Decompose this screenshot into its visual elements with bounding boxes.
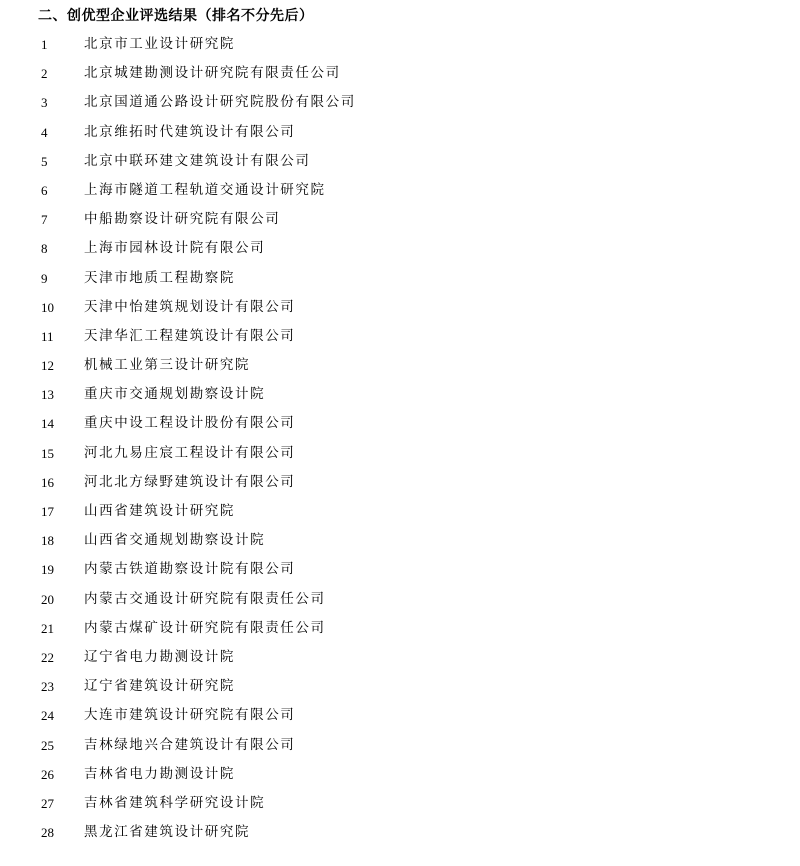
entry-number: 25 [41, 737, 54, 753]
entry-number: 16 [41, 474, 54, 490]
list-item [0, 293, 800, 322]
entry-company-name: 重庆市交通规划勘察设计院 [84, 386, 266, 403]
list-item [0, 380, 800, 409]
entry-number: 4 [41, 124, 48, 140]
entry-company-name: 黑龙江省建筑设计研究院 [84, 824, 251, 841]
entry-company-name: 北京城建勘测设计研究院有限责任公司 [84, 65, 341, 82]
list-item [0, 322, 800, 351]
entry-list [0, 30, 800, 847]
list-item [0, 264, 800, 293]
list-item [0, 118, 800, 147]
list-item [0, 643, 800, 672]
entry-number: 5 [41, 153, 48, 169]
entry-company-name: 大连市建筑设计研究院有限公司 [84, 707, 296, 724]
list-item [0, 614, 800, 643]
entry-company-name: 北京市工业设计研究院 [84, 36, 235, 52]
entry-number: 10 [41, 299, 54, 315]
list-item [0, 59, 800, 88]
entry-number: 15 [41, 445, 54, 461]
entry-company-name: 河北北方绿野建筑设计有限公司 [84, 473, 296, 490]
entry-company-name: 天津市地质工程勘察院 [84, 269, 235, 286]
list-item [0, 439, 800, 468]
entry-company-name: 吉林省建筑科学研究设计院 [84, 794, 266, 811]
entry-company-name: 吉林省电力勘测设计院 [84, 765, 235, 782]
list-item [0, 672, 800, 701]
entry-company-name: 机械工业第三设计研究院 [84, 357, 251, 374]
entry-company-name: 内蒙古交通设计研究院有限责任公司 [84, 590, 326, 607]
entry-number: 9 [41, 270, 48, 286]
list-item [0, 234, 800, 263]
entry-number: 13 [41, 387, 54, 403]
list-item [0, 585, 800, 614]
list-item [0, 468, 800, 497]
section-title: 二、创优型企业评选结果（排名不分先后） [38, 8, 314, 24]
entry-number: 21 [41, 620, 54, 636]
entry-number: 18 [41, 533, 54, 549]
list-item [0, 30, 800, 59]
entry-number: 8 [41, 241, 48, 257]
list-item [0, 497, 800, 526]
entry-company-name: 北京维拓时代建筑设计有限公司 [84, 123, 296, 140]
entry-company-name: 辽宁省建筑设计研究院 [84, 678, 235, 695]
entry-company-name: 吉林绿地兴合建筑设计有限公司 [84, 736, 296, 753]
entry-number: 6 [41, 182, 48, 198]
entry-number: 23 [41, 679, 54, 695]
entry-number: 24 [41, 708, 54, 724]
entry-number: 7 [41, 212, 48, 228]
list-item [0, 789, 800, 818]
list-item [0, 176, 800, 205]
list-item [0, 409, 800, 438]
entry-number: 20 [41, 591, 54, 607]
entry-number: 22 [41, 649, 54, 665]
entry-number: 11 [41, 328, 54, 344]
entry-company-name: 河北九易庄宸工程设计有限公司 [84, 444, 296, 461]
entry-number: 28 [41, 825, 54, 841]
entry-number: 12 [41, 358, 54, 374]
entry-company-name: 北京国道通公路设计研究院股份有限公司 [84, 94, 356, 111]
entry-number: 2 [41, 66, 48, 82]
entry-company-name: 天津中怡建筑规划设计有限公司 [84, 298, 296, 315]
list-item [0, 555, 800, 584]
entry-company-name: 内蒙古铁道勘察设计院有限公司 [84, 561, 296, 578]
entry-number: 19 [41, 562, 54, 578]
entry-number: 26 [41, 766, 54, 782]
entry-company-name: 北京中联环建文建筑设计有限公司 [84, 152, 311, 169]
list-item [0, 760, 800, 789]
entry-company-name: 天津华汇工程建筑设计有限公司 [84, 327, 296, 344]
entry-number: 27 [41, 795, 54, 811]
list-item [0, 701, 800, 730]
entry-company-name: 山西省交通规划勘察设计院 [84, 532, 266, 549]
entry-company-name: 重庆中设工程设计股份有限公司 [84, 415, 296, 432]
list-item [0, 526, 800, 555]
entry-company-name: 内蒙古煤矿设计研究院有限责任公司 [84, 619, 326, 636]
list-item [0, 818, 800, 847]
entry-number: 17 [41, 504, 54, 519]
entry-company-name: 山西省建筑设计研究院 [84, 503, 235, 519]
entry-company-name: 上海市隧道工程轨道交通设计研究院 [84, 181, 326, 198]
list-item [0, 351, 800, 380]
entry-number: 3 [41, 95, 48, 111]
list-item [0, 731, 800, 760]
list-item [0, 205, 800, 234]
entry-number: 1 [41, 37, 48, 52]
entry-company-name: 上海市园林设计院有限公司 [84, 240, 266, 257]
entry-company-name: 辽宁省电力勘测设计院 [84, 648, 235, 665]
entry-number: 14 [41, 416, 54, 432]
entry-company-name: 中船勘察设计研究院有限公司 [84, 211, 281, 228]
list-item [0, 147, 800, 176]
list-item [0, 88, 800, 117]
